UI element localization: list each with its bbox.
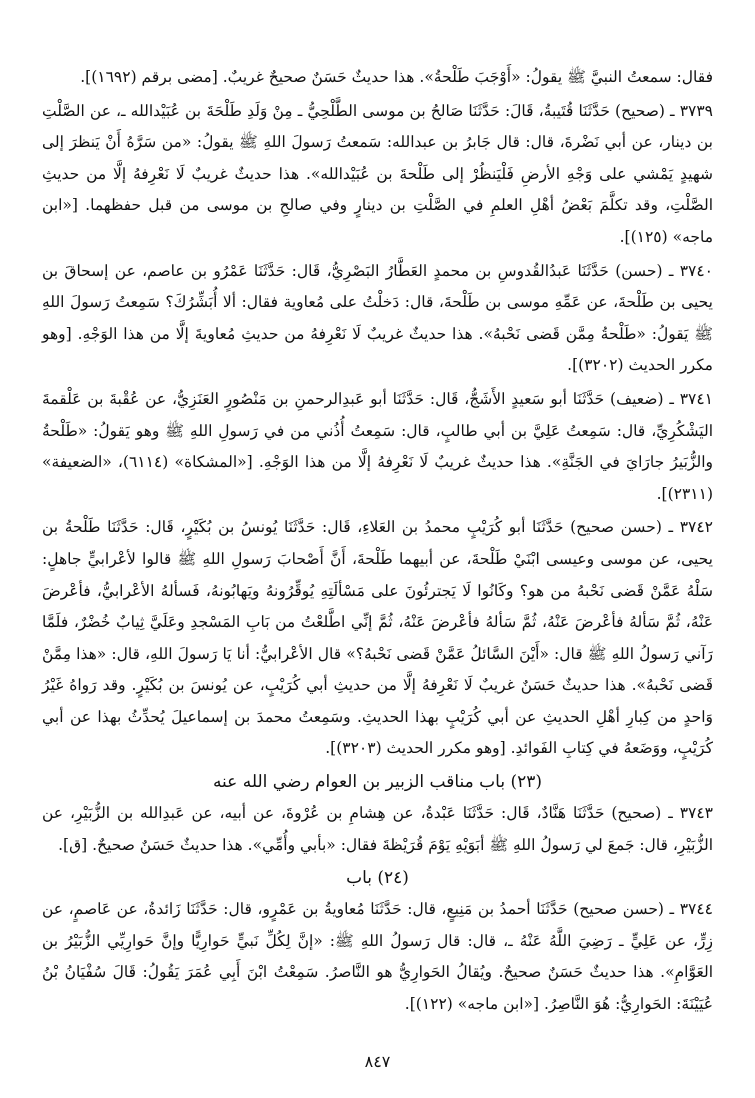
hadith-3741: ٣٧٤١ ـ (ضعيف) حَدَّثَنَا أبو سَعيدٍ الأَشَجُّ، قَال: حَدَّثَنَا أبو عَبدِالرحمنِ بن مَنْصُورٍ العَنَزِيُّ، عن عُقْبةَ بن عَلْقمةَ اليَشْكُرِيِّ، قال: سَمِعتُ عَلِيَّ بن أبي طالبٍ، قال: سَمِعتُ أُذُني من في رَسولِ اللهِ ﷺ وهو يَقولُ: «طَلْحةُ والزُّبَيرُ جارَايَ في الجَنَّةِ». هذا حديثٌ غريبٌ لَا نَعْرِفهُ إلَّا من هذا الوَجْهِ. [«المشكاة» (٦١١٤)، «الضعيفة» (٢٣١١)].	[42, 389, 713, 503]
paragraph-continuation: فقال: سمعتُ النبيَّ ﷺ يقولُ: «أَوْجَبَ طَلْحةُ». هذا حديثٌ حَسَنٌ صحيحٌ غريبٌ. [مضى برقم (١٦٩٢)].	[80, 68, 713, 86]
chapter-heading-24: (٢٤) باب	[346, 868, 409, 889]
hadith-3742: ٣٧٤٢ ـ (حسن صحيح) حَدَّثَنَا أبو كُرَيْبٍ محمدُ بن العَلاءِ، قَال: حَدَّثَنَا يُونسُ بن بُكَيْرٍ، قَال: حَدَّثَنَا طَلْحةُ بن يحيى، عن موسى وعيسى ابْنَيْ طَلْحةَ، عن أبيهما طَلْحةَ، أَنَّ أَصْحابَ رَسولِ اللهِ ﷺ قالوا لأعْرابيٍّ جاهلٍ: سَلْهُ عَمَّنْ قَضى نَحْبهُ من هو؟ وكَانُوا لَا يَجترئُونَ على مَسْألَتِهِ يُوقِّرُونهُ ويَهابُونهُ، فَسألهُ الأعْرابيُّ، فأعْرضَ عَنْهُ، ثُمَّ سَألهُ فأعْرضَ عَنْهُ، ثُمَّ سَألهُ فأعْرضَ عَنْهُ، ثُمَّ إنِّي اطَّلعْتُ من بَابِ المَسْجدِ وعَلَيَّ ثِيابٌ خُضْرٌ، فلَمَّا رَآني رَسولُ اللهِ ﷺ قال: «أَيْنَ السَّائلُ عَمَّنْ قَضى نَحْبهُ؟» قال الأعْرابيُّ: أنا يَا رَسولَ اللهِ، قال: «هذا مِمَّنْ قَضى نَحْبهُ». هذا حديثٌ حَسَنٌ غريبٌ لَا نَعْرِفهُ إلَّا من حديثِ أبي كُرَيْبٍ، عن يُونسَ بن بُكَيْرٍ. وقد رَواهُ غَيْرُ وَاحدٍ من كِبارِ أهْلِ الحديثِ عن أبي كُرَيْبٍ بهذا الحديثِ. وسَمِعتُ محمدَ بن إسماعيلَ يُحدِّثُ بهذا عن أبي كُرَيْبٍ، ووَضَعهُ في كِتابِ الفَوائدِ. [وهو مكرر الحديث (٣٢٠٣)].	[42, 518, 713, 758]
chapter-heading-23: (٢٣) باب مناقب الزبير بن العوام رضي الله عنه	[212, 772, 543, 793]
hadith-3740: ٣٧٤٠ ـ (حسن) حَدَّثَنَا عَبدُالقُدوسِ بن محمدٍ العَطَّارُ البَصْرِيُّ، قَال: حَدَّثَنَا عَمْرُو بن عاصم، عن إسحاقَ بن يحيى بن طَلْحةَ، عن عَمِّهِ موسى بن طَلْحةَ، قال: دَخلْتُ على مُعاوية فقال: ألا أُبَشِّرُكَ؟ سَمِعتُ رَسولَ اللهِ ﷺ يَقولُ: «طَلْحةُ مِمَّن قَضى نَحْبهُ». هذا حديثٌ غريبٌ لَا نَعْرِفهُ من حديثِ مُعاويةَ إلَّا من هذا الوَجْهِ. [وهو مكرر الحديث (٣٢٠٢)].	[42, 261, 713, 375]
page-number: ٨٤٧	[364, 1052, 391, 1071]
hadith-3743: ٣٧٤٣ ـ (صحيح) حَدَّثَنَا هَنَّادٌ، قَال: حَدَّثَنَا عَبْدةُ، عن هِشامِ بن عُرْوةَ، عن أبيه، عن عَبدِالله بن الزُّبَيْرِ، عن الزُّبَيْرِ، قال: جَمعَ لي رَسولُ اللهِ ﷺ أبَوَيْهِ يَوْمَ قُرَيْظةَ فقال: «بأبي وأُمِّي». هذا حديثٌ حَسَنٌ صحيحٌ. [ق].	[42, 804, 713, 854]
hadith-3739: ٣٧٣٩ ـ (صحيح) حَدَّثَنَا قُتَيبةُ، قَالَ: حَدَّثَنَا صَالحُ بن موسى الطَّلْحِيُّ ـ مِنْ وَلَدِ طَلْحَةَ بن عُبَيْدالله ـ، عن الصَّلْتِ بن دينار، عن أبي نَضْرةَ، قال: قال جَابرُ بن عبدالله: سَمعتُ رَسولَ اللهِ ﷺ يقولُ: «من سَرَّهُ أَنْ يَنظرَ إلى شهيدٍ يَمْشي على وَجْهِ الأرضِ فَلْيَنظُرْ إلى طَلْحةَ بن عُبَيْدالله». هذا حديثٌ غريبٌ لَا نَعْرِفهُ إلَّا من حديثِ الصَّلْتِ، وقد تكلَّمَ بَعْضُ أهْلِ العلمِ في الصَّلْتِ بن دينارٍ وفي صالحِ بن موسى من قبل حفظهما. [«ابن ماجه» (١٢٥)].	[42, 101, 713, 246]
hadith-3744: ٣٧٤٤ ـ (حسن صحيح) حَدَّثَنَا أحمدُ بن مَنِيعٍ، قال: حَدَّثَنَا مُعاويةُ بن عَمْرٍو، قال: حَدَّثَنَا زَائدةُ، عن عَاصمٍ، عن زِرٍّ، عن عَلِيٍّ ـ رَضِيَ اللَّهُ عَنْهُ ـ، قال: قال رَسولُ اللهِ ﷺ: «إنَّ لِكُلِّ نَبيٍّ حَوارِيًّا وإنَّ حَوارِيِّي الزُّبَيْرُ بن العَوَّامِ». هذا حديثٌ حَسَنٌ صحيحٌ. ويُقالُ الحَوارِيُّ هو النَّاصرُ. سَمِعْتُ ابْنَ أَبِي عُمَرَ يَقُولُ: قَالَ سُفْيَانُ بْنُ عُيَيْنَةَ: الحَوارِيُّ: هُوَ النَّاصِرُ. [«ابن ماجه» (١٢٢)].	[42, 900, 713, 1014]
